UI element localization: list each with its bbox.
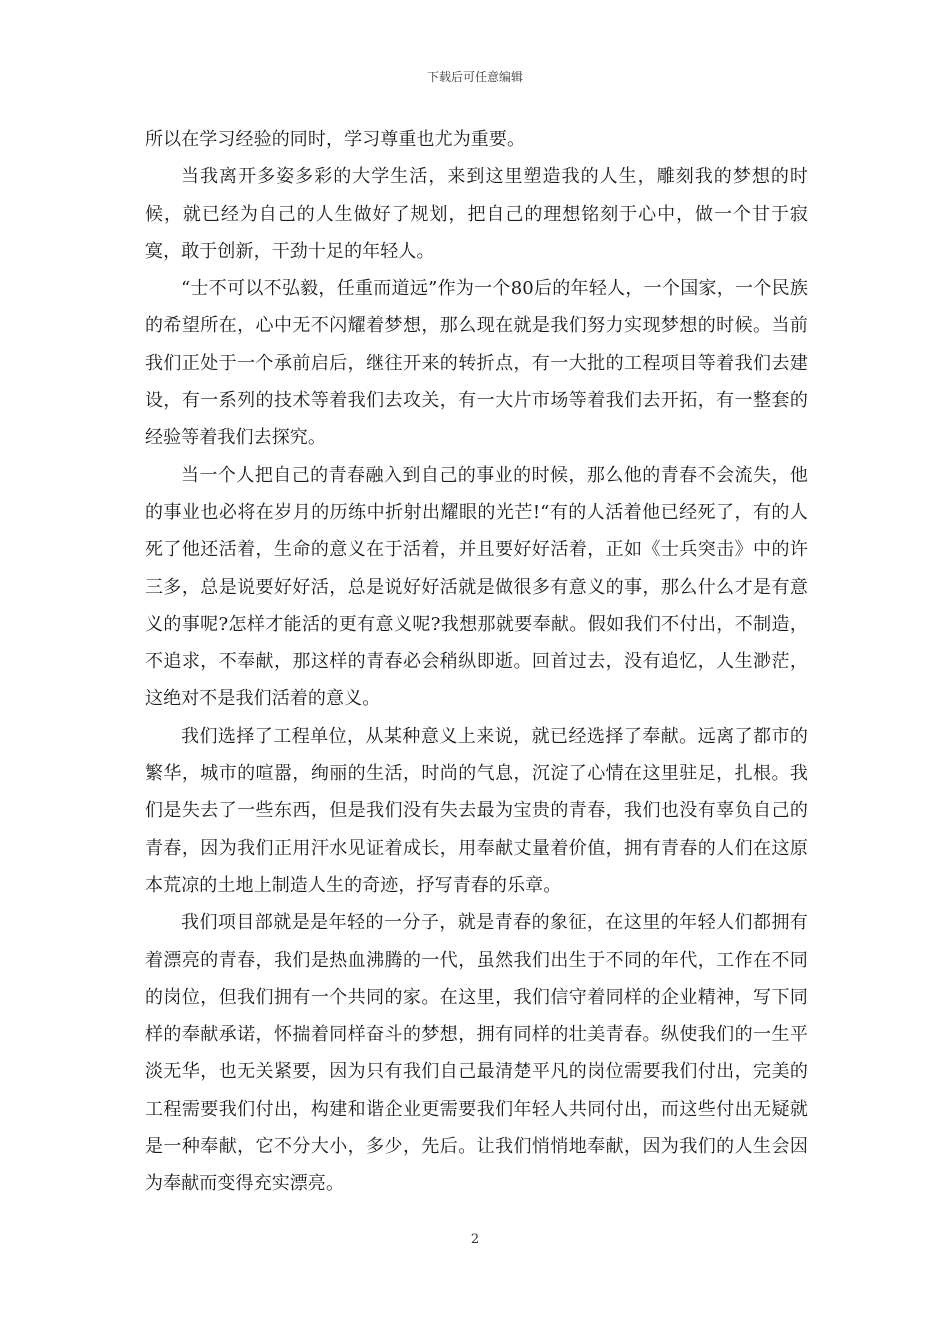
paragraph: 当一个人把自己的青春融入到自己的事业的时候，那么他的青春不会流失，他的事业也必将在岁月的历练中折射出耀眼的光芒!“有的人活着他已经死了，有的人死了他还活着，生命的意义在于活着，并且要好好活着，正如《士兵突击》中的许三多，总是说要好好活，总是说好好活就是做很多有意义的事，那么什么才是有意义的事呢?怎样才能活的更有意义呢?我想那就要奉献。假如我们不付出，不制造，不追求，不奉献，那这样的青春必会稍纵即逝。回首过去，没有追忆，人生渺茫，这绝对不是我们活着的意义。 — [145, 464, 808, 710]
paragraph: 我们项目部就是是年轻的一分子，就是青春的象征，在这里的年轻人们都拥有着漂亮的青春，我们是热血沸腾的一代，虽然我们出生于不同的年代，工作在不同的岗位，但我们拥有一个共同的家。在这里，我们信守着同样的企业精神，写下同样的奉献承诺，怀揣着同样奋斗的梦想，拥有同样的壮美青春。纵使我们的一生平淡无华，也无关紧要，因为只有我们自己最清楚平凡的岗位需要我们付出，完美的工程需要我们付出，构建和谐企业更需要我们年轻人共同付出，而这些付出无疑就是一种奉献，它不分大小，多少，先后。让我们悄悄地奉献，因为我们的人生会因为奉献而变得充实漂亮。 — [145, 912, 808, 1195]
page-number: 2 — [470, 1232, 480, 1247]
paragraph: 我们选择了工程单位，从某种意义上来说，就已经选择了奉献。远离了都市的繁华，城市的喧嚣，绚丽的生活，时尚的气息，沉淀了心情在这里驻足，扎根。我们是失去了一些东西，但是我们没有失去最为宝贵的青春，我们也没有辜负自己的青春，因为我们正用汗水见证着成长，用奉献丈量着价值，拥有青春的人们在这原本荒凉的土地上制造人生的奇迹，抒写青春的乐章。 — [145, 725, 808, 896]
paragraph-continuation: 所以在学习经验的同时，学习尊重也尤为重要。 — [145, 129, 526, 150]
paragraph: “士不可以不弘毅，任重而道远”作为一个80后的年轻人，一个国家，一个民族的希望所在，心中无不闪耀着梦想，那么现在就是我们努力实现梦想的时候。当前我们正处于一个承前启后，继往开来的转折点，有一大批的工程项目等着我们去建设，有一系列的技术等着我们去攻关，有一大片市场等着我们去开拓，有一整套的经验等着我们去探究。 — [145, 278, 808, 449]
paragraph: 当我离开多姿多彩的大学生活，来到这里塑造我的人生，雕刻我的梦想的时候，就已经为自己的人生做好了规划，把自己的理想铭刻于心中，做一个甘于寂寞，敢于创新，干劲十足的年轻人。 — [145, 166, 808, 262]
page-header: 下载后可任意编辑 — [426, 70, 523, 84]
document-body — [145, 121, 808, 1203]
